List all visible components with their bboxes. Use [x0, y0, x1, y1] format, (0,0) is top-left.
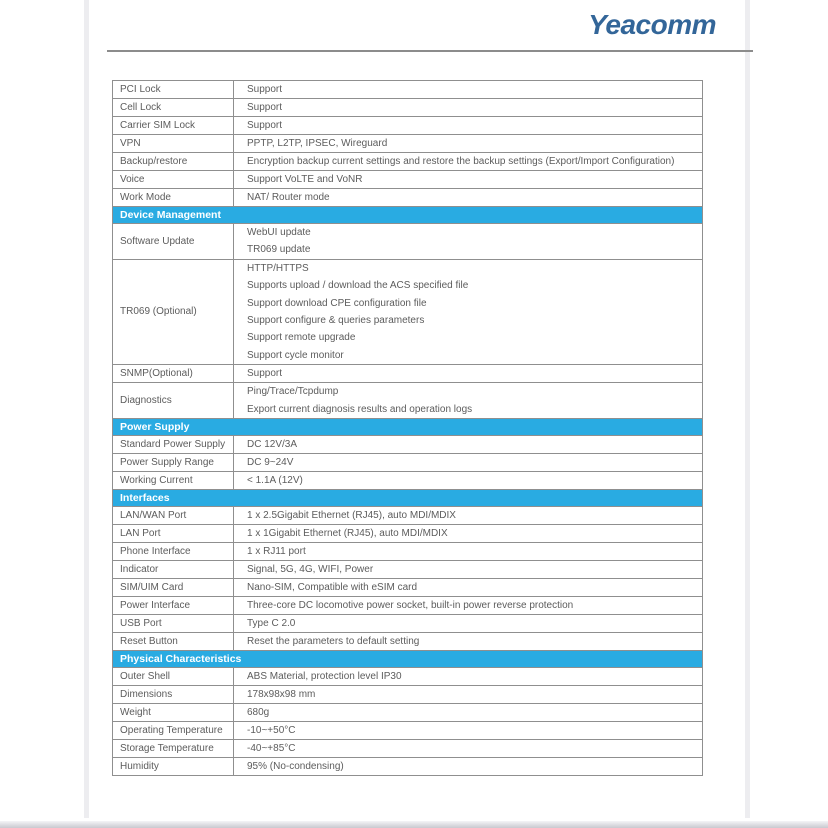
spec-label: SIM/UIM Card [113, 579, 234, 596]
spec-value-line: Reset the parameters to default setting [247, 635, 420, 647]
spec-label: USB Port [113, 615, 234, 632]
spec-value [234, 135, 702, 152]
spec-value-line: Support cycle monitor [247, 349, 344, 361]
spec-value [234, 579, 702, 596]
spec-value [234, 99, 702, 116]
spec-value [234, 525, 702, 542]
spec-row [113, 633, 702, 651]
spec-label: Standard Power Supply [113, 436, 234, 453]
spec-row [113, 189, 702, 207]
spec-label: Cell Lock [113, 99, 234, 116]
spec-value [234, 758, 702, 775]
spec-value-line: DC 9~24V [247, 456, 294, 468]
section-header-label: Device Management [120, 209, 221, 221]
section-header-label: Interfaces [120, 491, 170, 504]
spec-value-line: WebUI update [247, 227, 311, 238]
spec-row [113, 135, 702, 153]
spec-row [113, 153, 702, 171]
spec-label: Working Current [113, 472, 234, 489]
spec-value-line: DC 12V/3A [247, 438, 298, 450]
spec-value-line: HTTP/HTTPS [247, 262, 309, 274]
spec-row [113, 507, 702, 525]
spec-value [234, 633, 702, 650]
spec-value-line: Support VoLTE and VoNR [247, 174, 363, 185]
spec-value [234, 436, 702, 453]
spec-value [234, 668, 702, 685]
spec-row [113, 117, 702, 135]
spec-label: Diagnostics [113, 383, 234, 418]
spec-value-line: Export current diagnosis results and operation logs [247, 403, 473, 415]
spec-value [234, 597, 702, 614]
spec-label: Power Supply Range [113, 454, 234, 471]
spec-value-line: Support remote upgrade [247, 332, 356, 344]
spec-value-line: Support [247, 84, 283, 95]
spec-row [113, 81, 702, 99]
section-header-label: Physical Characteristics [120, 652, 242, 665]
section-header-row [113, 651, 702, 668]
spec-value [234, 507, 702, 524]
spec-value-line: Signal, 5G, 4G, WIFI, Power [247, 563, 374, 575]
spec-label: VPN [113, 135, 234, 152]
spec-value [234, 383, 702, 418]
spec-value-line: Supports upload / download the ACS specified file [247, 280, 469, 292]
spec-value [234, 81, 702, 98]
spec-row [113, 758, 702, 775]
spec-value-line: < 1.1A (12V) [247, 474, 303, 486]
spec-label: Weight [113, 704, 234, 721]
spec-value-line: Support download CPE configuration file [247, 297, 427, 309]
spec-value [234, 704, 702, 721]
spec-label: Work Mode [113, 189, 234, 206]
spec-label: Carrier SIM Lock [113, 117, 234, 134]
spec-value [234, 117, 702, 134]
spec-row [113, 740, 702, 758]
spec-table [112, 80, 703, 776]
spec-row [113, 668, 702, 686]
spec-label: Voice [113, 171, 234, 188]
spec-label: Software Update [113, 224, 234, 259]
section-header-row [113, 419, 702, 436]
section-header-label: Power Supply [120, 420, 190, 433]
spec-row [113, 365, 702, 383]
spec-value-line: Support configure & queries parameters [247, 314, 425, 326]
spec-value-line: 1 x 1Gigabit Ethernet (RJ45), auto MDI/MDIX [247, 527, 448, 539]
spec-label: SNMP(Optional) [113, 365, 234, 382]
spec-row [113, 722, 702, 740]
section-header-row [113, 490, 702, 507]
spec-value-line: Three-core DC locomotive power socket, built-in power reverse protection [247, 599, 574, 611]
spec-value [234, 224, 702, 259]
spec-value-line: -10~+50°C [247, 724, 296, 736]
spec-label: Reset Button [113, 633, 234, 650]
spec-row [113, 260, 702, 365]
spec-label: Operating Temperature [113, 722, 234, 739]
spec-row [113, 436, 702, 454]
spec-label: Phone Interface [113, 543, 234, 560]
spec-value [234, 722, 702, 739]
spec-label: Humidity [113, 758, 234, 775]
spec-value-line: ABS Material, protection level IP30 [247, 670, 402, 682]
spec-row [113, 224, 702, 260]
spec-value-line: TR069 update [247, 244, 311, 256]
spec-value [234, 561, 702, 578]
spec-row [113, 561, 702, 579]
spec-row [113, 99, 702, 117]
spec-value [234, 740, 702, 757]
spec-value [234, 686, 702, 703]
spec-value [234, 153, 702, 170]
spec-value-line: 178x98x98 mm [247, 688, 316, 700]
spec-row [113, 454, 702, 472]
spec-value [234, 454, 702, 471]
spec-row [113, 579, 702, 597]
spec-value-line: NAT/ Router mode [247, 192, 330, 203]
spec-value-line: -40~+85°C [247, 742, 296, 754]
spec-label: TR069 (Optional) [113, 260, 234, 364]
spec-label: Outer Shell [113, 668, 234, 685]
spec-label: Dimensions [113, 686, 234, 703]
spec-value [234, 543, 702, 560]
header-rule [107, 50, 753, 52]
spec-value-line: Support [247, 368, 283, 380]
spec-row [113, 472, 702, 490]
spec-label: Power Interface [113, 597, 234, 614]
spec-value-line: Support [247, 120, 283, 131]
spec-row [113, 704, 702, 722]
brand-logo: Yeacomm [588, 9, 716, 40]
spec-row [113, 597, 702, 615]
spec-value [234, 615, 702, 632]
spec-value-line: Type C 2.0 [247, 617, 296, 629]
spec-value-line: 1 x RJ11 port [247, 545, 306, 557]
section-header-row [113, 207, 702, 224]
spec-value-line: 1 x 2.5Gigabit Ethernet (RJ45), auto MDI/MDIX [247, 509, 456, 521]
spec-row [113, 171, 702, 189]
spec-label: LAN/WAN Port [113, 507, 234, 524]
spec-value-line: Nano-SIM, Compatible with eSIM card [247, 581, 418, 593]
page-edge-right [745, 0, 750, 818]
spec-row [113, 543, 702, 561]
page-edge-left [84, 0, 89, 818]
spec-row [113, 383, 702, 419]
spec-row [113, 525, 702, 543]
spec-label: Indicator [113, 561, 234, 578]
spec-value [234, 472, 702, 489]
spec-label: Backup/restore [113, 153, 234, 170]
spec-value-line: Ping/Trace/Tcpdump [247, 386, 339, 398]
spec-row [113, 615, 702, 633]
page-edge-bottom [0, 821, 828, 828]
spec-label: PCI Lock [113, 81, 234, 98]
spec-value-line: 95% (No-condensing) [247, 760, 344, 772]
spec-value [234, 171, 702, 188]
spec-value [234, 260, 702, 364]
spec-value-line: Support [247, 102, 283, 113]
spec-value [234, 365, 702, 382]
spec-value-line: Encryption backup current settings and restore the backup settings (Export/Import Configuration) [247, 156, 675, 167]
spec-row [113, 686, 702, 704]
spec-label: Storage Temperature [113, 740, 234, 757]
spec-label: LAN Port [113, 525, 234, 542]
spec-value-line: 680g [247, 706, 270, 718]
spec-value-line: PPTP, L2TP, IPSEC, Wireguard [247, 138, 388, 149]
spec-value [234, 189, 702, 206]
